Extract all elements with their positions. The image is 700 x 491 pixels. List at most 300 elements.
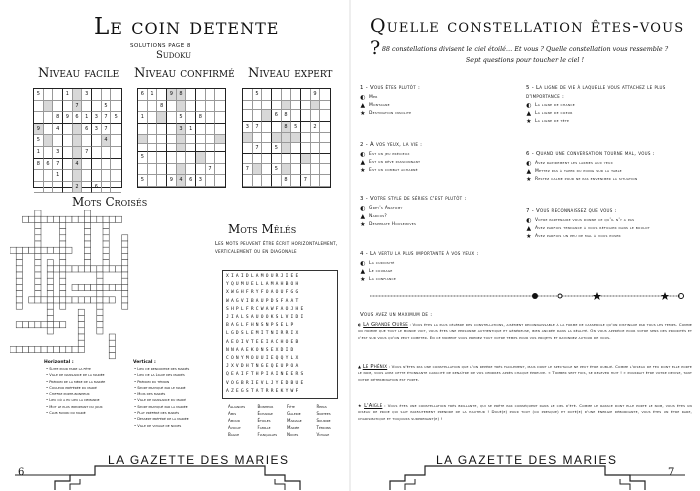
sudoku-cell: 9 bbox=[34, 124, 44, 136]
rocket-icon: ▲ bbox=[526, 224, 532, 232]
sudoku-cell: 5 bbox=[272, 164, 282, 176]
question-text: 6 - Quand une conversation tourne mal, vous : bbox=[526, 151, 655, 157]
word-item: Amour bbox=[228, 418, 240, 423]
rocket-icon: ▲ bbox=[360, 267, 366, 275]
crossword-cell bbox=[47, 291, 53, 297]
crossword-cell bbox=[84, 216, 90, 222]
word-list bbox=[228, 403, 346, 438]
answer-option[interactable] bbox=[526, 217, 676, 225]
answer-option[interactable] bbox=[360, 94, 510, 102]
sudoku-cell bbox=[157, 89, 167, 101]
sudoku-cell bbox=[92, 101, 102, 113]
sudoku-cell bbox=[301, 133, 311, 142]
word-item: Fête bbox=[287, 404, 295, 409]
sudoku-cell bbox=[102, 159, 112, 171]
clues-horizontal bbox=[46, 366, 105, 416]
crossword-grid bbox=[10, 210, 140, 360]
answer-label: Grey's Anatomy bbox=[369, 205, 403, 211]
sudoku-cell bbox=[186, 89, 196, 101]
letter-row: QEAIFTHPIAINEERS bbox=[226, 372, 306, 378]
answer-label: Montagne bbox=[369, 102, 390, 108]
sudoku-cell bbox=[148, 144, 158, 152]
crossword-cell bbox=[122, 291, 128, 297]
sudoku-cell bbox=[167, 152, 177, 164]
sudoku-cell bbox=[282, 133, 292, 142]
sudoku-cell bbox=[272, 133, 282, 142]
crossword-cell bbox=[35, 229, 41, 235]
answer-option[interactable] bbox=[360, 221, 510, 229]
answer-option[interactable] bbox=[360, 102, 510, 110]
letter-row: VOGBRIEVLJYEDBUE bbox=[226, 380, 306, 386]
sudoku-cell bbox=[206, 89, 216, 101]
sudoku-cell bbox=[243, 110, 253, 122]
crossword-cell bbox=[35, 210, 41, 216]
letter-row: BAGLFHNSNPSELP bbox=[226, 323, 296, 329]
sudoku-cell bbox=[82, 159, 92, 171]
answer-label: Le courage bbox=[369, 268, 393, 274]
sudoku-cell bbox=[44, 89, 54, 101]
sudoku-cell: 8 bbox=[196, 112, 206, 124]
letter-row: XIAIDLAMOURJIEE bbox=[226, 274, 301, 279]
sudoku-cell bbox=[186, 164, 196, 176]
results-heading: Vous avez un maximum de : bbox=[360, 312, 433, 318]
sudoku-cell bbox=[215, 175, 225, 187]
result-label: Le Phénix bbox=[362, 364, 388, 370]
sudoku-cell bbox=[44, 135, 54, 147]
sudoku-cell bbox=[206, 124, 216, 136]
sudoku-cell bbox=[196, 152, 206, 164]
sudoku-cell bbox=[291, 164, 301, 176]
sudoku-cell: 4 bbox=[53, 124, 63, 136]
sudoku-cell bbox=[272, 175, 282, 187]
clue-item: • Club favori du marié bbox=[46, 411, 86, 416]
sudoku-cell: 7 bbox=[301, 175, 311, 187]
sudoku-cell bbox=[138, 135, 148, 143]
sudoku-cell: 1 bbox=[138, 112, 148, 124]
crossword-cell bbox=[91, 266, 97, 272]
crossword-cell bbox=[35, 260, 41, 266]
sudoku-cell: 1 bbox=[148, 89, 158, 101]
crossword-title: Mots Croisés bbox=[72, 195, 148, 209]
crossword-cell bbox=[84, 266, 90, 272]
clues-horizontal-title: Horizontal : bbox=[44, 360, 74, 365]
crossword-cell bbox=[84, 297, 90, 303]
crossword-cell bbox=[103, 235, 109, 241]
crossword-cell bbox=[53, 266, 59, 272]
sudoku-cell bbox=[272, 122, 282, 134]
clue-item: • Mois des mariés bbox=[134, 392, 166, 397]
word-item: Surtees bbox=[316, 411, 331, 416]
clue-item: • Ville de naissance de la mariée bbox=[46, 373, 105, 378]
sudoku-cell: 9 bbox=[167, 175, 177, 187]
sudoku-cell bbox=[282, 154, 292, 163]
crossword-cell bbox=[78, 315, 84, 321]
sudoku-cell bbox=[320, 164, 330, 176]
crossword-cell bbox=[66, 297, 72, 303]
intro-line-1: 88 constellations divisent le ciel étoilé… Et vous ? Quelle constellation vous ressemble ? bbox=[381, 45, 669, 53]
sudoku-cell bbox=[92, 147, 102, 159]
sudoku-cell bbox=[206, 152, 216, 164]
sudoku-cell bbox=[63, 101, 73, 113]
sudoku-cell bbox=[243, 133, 253, 142]
crossword-cell bbox=[97, 291, 103, 297]
sudoku-cell: 6 bbox=[186, 175, 196, 187]
sudoku-cell bbox=[92, 159, 102, 171]
sudoku-cell: 1 bbox=[34, 147, 44, 159]
crossword-cell bbox=[66, 216, 72, 222]
answer-label: Avez rapidement les larmes aux yeux bbox=[535, 160, 613, 166]
answer-option[interactable] bbox=[526, 118, 676, 126]
sudoku-cell bbox=[262, 101, 272, 110]
result-aigle: ★ L'Aigle : Vous êtes une constellation très brillante, qui se prête par conséquent dans le ciel d'été. Comme le rapace dont elle porte le nom, vous êtes un oiseau de proie qui sait parfaitement prendre de la hauteur ! Doué(e) pour tout (ou presque) et doté(e) d'une énergie débordante, vous êtes un être rare, charismatique et toujours surprenant(e) ! bbox=[358, 403, 692, 421]
letter-row: YQUMUELLAMAHBOH bbox=[226, 282, 301, 288]
sudoku-cell bbox=[138, 101, 148, 113]
sudoku-cell: 8 bbox=[177, 89, 187, 101]
sudoku-cell bbox=[177, 164, 187, 176]
crossword-cell bbox=[29, 297, 35, 303]
sudoku-cell bbox=[34, 170, 44, 182]
sudoku-cell bbox=[53, 182, 63, 194]
question-block bbox=[526, 84, 676, 126]
answer-option[interactable] bbox=[360, 110, 510, 118]
crossword-cell bbox=[103, 253, 109, 259]
clue-item: • Lieu de la Ligue des mariés bbox=[134, 373, 185, 378]
sudoku-cell bbox=[148, 101, 158, 113]
clue-item: • Plat préféré des mariés bbox=[134, 411, 180, 416]
crossword-cell bbox=[16, 247, 22, 253]
crossword-cell bbox=[91, 284, 97, 290]
crossword-cell bbox=[47, 303, 53, 309]
clue-item: • Sport pratiqué par la mariée bbox=[134, 404, 188, 409]
sudoku-cell bbox=[301, 154, 311, 163]
sudoku-cell bbox=[243, 175, 253, 187]
crossword-cell bbox=[122, 272, 128, 278]
letter-row: AEOIVTEEIACHOEB bbox=[226, 339, 301, 345]
crossword-cell bbox=[78, 284, 84, 290]
sudoku-cell: 7 bbox=[82, 147, 92, 159]
question-text: 3 - Votre style de séries c'est plutôt : bbox=[360, 196, 467, 202]
sudoku-cell: 6 bbox=[272, 110, 282, 122]
crossword-cell bbox=[78, 297, 84, 303]
crossword-cell bbox=[72, 297, 78, 303]
crossword-cell bbox=[84, 284, 90, 290]
moon-icon: ◐ bbox=[360, 93, 366, 101]
crossword-cell bbox=[53, 216, 59, 222]
crossword-cell bbox=[16, 297, 22, 303]
crossword-cell bbox=[41, 322, 47, 328]
result-text: Vous êtes la plus célèbre des constellations, aisément reconnaissable à la forme de casserole qu'on distingue par tous les temps. Comme un homme que tout le monde voit, vous êtes une personne authentique et généreuse, bien ancrée dans la réalité. On vous apprécie pour votre sens des priorités et c'est sur vous qu'on peut compter. En ce moment vous prenez tout votre temps pour vos projets et rayonnez autour de vous. bbox=[358, 322, 692, 340]
sudoku-cell: 7 bbox=[102, 124, 112, 136]
crossword-cell bbox=[47, 328, 53, 334]
crossword-cell bbox=[35, 322, 41, 328]
crossword-cell bbox=[60, 247, 66, 253]
sudoku-cell bbox=[253, 154, 263, 163]
answer-option[interactable] bbox=[360, 167, 510, 175]
answer-option[interactable] bbox=[526, 176, 676, 184]
sudoku-cell bbox=[63, 182, 73, 194]
sudoku-cell bbox=[102, 170, 112, 182]
sudoku-cell bbox=[148, 175, 158, 187]
sudoku-cell: 4 bbox=[177, 175, 187, 187]
sudoku-cell: 1 bbox=[82, 112, 92, 124]
sudoku-cell bbox=[262, 154, 272, 163]
level-easy: Niveau facile bbox=[38, 66, 120, 81]
sudoku-cell: 7 bbox=[102, 112, 112, 124]
answer-label: La ligne de coeur bbox=[535, 111, 573, 116]
intro-line-2: Sept questions pour toucher le ciel ! bbox=[465, 55, 585, 64]
answer-option[interactable] bbox=[360, 159, 510, 167]
clue-item: • Couleur préférée du marié bbox=[46, 385, 97, 390]
question-block bbox=[360, 250, 510, 284]
word-item: Étoiles bbox=[257, 418, 271, 423]
crossword-cell bbox=[97, 303, 103, 309]
crossword-cell bbox=[29, 346, 35, 352]
answer-option[interactable] bbox=[526, 233, 676, 241]
sudoku-cell bbox=[291, 154, 301, 163]
sudoku-cell bbox=[167, 124, 177, 136]
word-item: Bonheur bbox=[257, 404, 274, 409]
answer-option[interactable] bbox=[526, 102, 676, 110]
sudoku-cell bbox=[73, 135, 83, 147]
sudoku-cell bbox=[311, 133, 321, 142]
answer-option[interactable] bbox=[360, 260, 510, 268]
crossword-cell bbox=[16, 291, 22, 297]
crossword-cell bbox=[53, 322, 59, 328]
result-phenix: ▲ Le Phénix : Vous n'êtes pas une constellation que l'on repère très facilement, mais dont le spectacle ne peut être oublié. Comme l'oiseau de feu dont elle porte le nom, vous avez cette étonnante capacité de renaître de vos cendres après chaque épreuve. « Tomber sept fois, se relever huit ! » pourrait être votre devise, tant votre détermination est forte. bbox=[358, 364, 693, 382]
sudoku-cell bbox=[148, 124, 158, 136]
crossword-cell bbox=[109, 346, 115, 352]
sudoku-cell bbox=[311, 143, 321, 155]
letter-row: JIALSAUOOKSLVIDI bbox=[226, 315, 306, 321]
sudoku-cell bbox=[177, 152, 187, 164]
word-item: Famille bbox=[257, 425, 271, 430]
sudoku-cell bbox=[34, 112, 44, 124]
crossword-cell bbox=[10, 247, 16, 253]
word-item: Repas bbox=[316, 404, 327, 409]
crossword-cell bbox=[78, 346, 84, 352]
sudoku-cell bbox=[177, 144, 187, 152]
crossword-cell bbox=[103, 247, 109, 253]
clue-item: • Ville de naissance du marié bbox=[134, 398, 186, 403]
crossword-cell bbox=[60, 260, 66, 266]
sudoku-cell bbox=[253, 110, 263, 122]
crossword-cell bbox=[84, 229, 90, 235]
crossword-cell bbox=[122, 284, 128, 290]
crossword-cell bbox=[35, 346, 41, 352]
crossword-cell bbox=[78, 309, 84, 315]
crossword-cell bbox=[72, 284, 78, 290]
crossword-cell bbox=[122, 247, 128, 253]
sudoku-cell bbox=[157, 152, 167, 164]
crossword-cell bbox=[53, 247, 59, 253]
answer-option[interactable] bbox=[526, 160, 676, 168]
crossword-cell bbox=[84, 253, 90, 259]
answer-option[interactable] bbox=[526, 168, 676, 176]
page-number: 6 bbox=[18, 467, 25, 478]
sudoku-cell: 2 bbox=[73, 182, 83, 194]
crossword-cell bbox=[35, 272, 41, 278]
sudoku-cell: 7 bbox=[73, 101, 83, 113]
sudoku-cell bbox=[320, 133, 330, 142]
letter-row: LGDSLEMITNIRRIX bbox=[226, 331, 301, 337]
word-item: Témoins bbox=[316, 425, 331, 430]
crossword-cell bbox=[103, 222, 109, 228]
answer-label: Avez parfois tendance à vous réfugier dans le boulot bbox=[535, 225, 650, 231]
crossword-cell bbox=[109, 353, 115, 359]
word-item: Noces bbox=[287, 432, 299, 437]
word-item: Mariage bbox=[287, 418, 302, 423]
crossword-cell bbox=[60, 235, 66, 241]
crossword-cell bbox=[78, 216, 84, 222]
answer-option[interactable] bbox=[360, 205, 510, 213]
sudoku-cell bbox=[186, 152, 196, 164]
clue-item: • Prénom de la mère de la mariée bbox=[46, 379, 106, 384]
crossword-cell bbox=[35, 297, 41, 303]
clue-item: • Lieu de rencontre des mariés bbox=[134, 367, 190, 371]
crossword-cell bbox=[16, 322, 22, 328]
sudoku-cell bbox=[291, 101, 301, 110]
word-item: Bague bbox=[228, 432, 240, 437]
sudoku-cell bbox=[291, 110, 301, 122]
sudoku-cell bbox=[291, 89, 301, 101]
sudoku-cell: 6 bbox=[92, 182, 102, 194]
answer-option[interactable] bbox=[360, 276, 510, 284]
crossword-cell bbox=[72, 266, 78, 272]
crossword-cell bbox=[60, 229, 66, 235]
rocket-icon: ▲ bbox=[526, 110, 532, 117]
sudoku-cell: 5 bbox=[34, 135, 44, 147]
sudoku-cell bbox=[215, 144, 225, 152]
sudoku-cell bbox=[262, 110, 272, 122]
word-item: Échange bbox=[257, 411, 273, 416]
sudoku-cell: 5 bbox=[34, 89, 44, 101]
crossword-cell bbox=[122, 303, 128, 309]
crossword-cell bbox=[35, 253, 41, 259]
sudoku-cell bbox=[111, 182, 121, 194]
crossword-cell bbox=[47, 346, 53, 352]
sudoku-cell bbox=[167, 164, 177, 176]
crossword-cell bbox=[115, 266, 121, 272]
word-item: Avocat bbox=[228, 425, 241, 430]
answer-option[interactable] bbox=[360, 151, 510, 159]
sudoku-cell bbox=[148, 135, 158, 143]
crossword-cell bbox=[84, 210, 90, 216]
crossword-cell bbox=[72, 216, 78, 222]
rocket-icon: ▲ bbox=[526, 167, 532, 175]
rocket-icon: ▲ bbox=[358, 364, 362, 369]
crossword-cell bbox=[122, 253, 128, 259]
page-title: Le coin detente bbox=[94, 14, 280, 40]
answer-label: Destination insolite bbox=[369, 110, 412, 116]
sudoku-cell bbox=[282, 143, 292, 155]
crossword-cell bbox=[22, 322, 28, 328]
sudoku-cell bbox=[215, 124, 225, 136]
word-search-grid bbox=[222, 270, 338, 399]
sudoku-cell bbox=[320, 154, 330, 163]
star-icon: ★ bbox=[526, 175, 532, 183]
clue-item: • Suite pour faire la fête bbox=[46, 367, 91, 371]
crossword-cell bbox=[84, 260, 90, 266]
crossword-cell bbox=[35, 291, 41, 297]
sudoku-cell bbox=[53, 101, 63, 113]
sudoku-cell: 7 bbox=[253, 122, 263, 134]
crossword-cell bbox=[47, 322, 53, 328]
sudoku-cell: 6 bbox=[138, 89, 148, 101]
question-block bbox=[360, 195, 510, 229]
crossword-cell bbox=[103, 216, 109, 222]
crossword-cell bbox=[16, 266, 22, 272]
sudoku-cell bbox=[291, 133, 301, 142]
answer-option[interactable] bbox=[526, 225, 676, 233]
intro bbox=[360, 44, 690, 65]
sudoku-cell bbox=[157, 135, 167, 143]
result-label: La Grande Ourse bbox=[363, 322, 409, 328]
rocket-icon: ▲ bbox=[360, 212, 366, 220]
crossword-cell bbox=[60, 284, 66, 290]
crossword-cell bbox=[97, 309, 103, 315]
sudoku-cell bbox=[272, 101, 282, 110]
crossword-cell bbox=[47, 216, 53, 222]
sudoku-cell bbox=[215, 152, 225, 164]
sudoku-cell: 8 bbox=[53, 112, 63, 124]
word-item: Alliances bbox=[228, 404, 246, 409]
answer-option[interactable] bbox=[526, 110, 676, 118]
sudoku-cell bbox=[44, 124, 54, 136]
sudoku-cell: 8 bbox=[282, 110, 292, 122]
word-item: Voyage bbox=[316, 432, 330, 437]
sudoku-cell bbox=[111, 147, 121, 159]
crossword-cell bbox=[72, 346, 78, 352]
answer-option[interactable] bbox=[360, 213, 510, 221]
answer-label: Mettez pas à taper du poing sur la table bbox=[535, 168, 622, 174]
answer-label: La ligne de tête bbox=[535, 119, 570, 124]
crossword-cell bbox=[47, 247, 53, 253]
crossword-cell bbox=[84, 241, 90, 247]
sudoku-cell bbox=[102, 89, 112, 101]
sudoku-cell bbox=[272, 89, 282, 101]
crossword-cell bbox=[41, 216, 47, 222]
crossword-cell bbox=[35, 235, 41, 241]
level-expert: Niveau expert bbox=[248, 66, 333, 81]
sudoku-cell bbox=[301, 164, 311, 176]
sudoku-cell: 3 bbox=[82, 89, 92, 101]
sudoku-cell bbox=[206, 101, 216, 113]
crossword-cell bbox=[122, 278, 128, 284]
sudoku-cell bbox=[253, 133, 263, 142]
letter-row: NNAAEKONSEXDID bbox=[226, 347, 296, 353]
crossword-cell bbox=[84, 222, 90, 228]
sudoku-cell bbox=[301, 122, 311, 134]
sudoku-cell bbox=[63, 124, 73, 136]
crossword-cell bbox=[60, 222, 66, 228]
moon-icon: ◐ bbox=[526, 102, 532, 109]
moon-icon: ◐ bbox=[360, 259, 366, 267]
clue-item: • Sport pratiqué par le marié bbox=[134, 385, 186, 390]
letter-row: SHPLFRCWAWFAOJHE bbox=[226, 306, 306, 312]
crossword-cell bbox=[16, 278, 22, 284]
moon-icon: ◐ bbox=[360, 150, 366, 158]
sudoku-cell: 7 bbox=[53, 159, 63, 171]
sudoku-cell bbox=[196, 144, 206, 152]
crossword-cell bbox=[60, 241, 66, 247]
word-search-description: Les mots peuvent être écrit horizontalement, verticalement ou en diagonale bbox=[215, 241, 338, 255]
word-search-title: Mots Mêlés bbox=[228, 222, 297, 236]
sudoku-cell bbox=[111, 135, 121, 147]
answer-label: La curiosité bbox=[369, 260, 395, 266]
crossword-cell bbox=[97, 322, 103, 328]
answer-option[interactable] bbox=[360, 268, 510, 276]
sudoku-cell: 5 bbox=[138, 152, 148, 164]
